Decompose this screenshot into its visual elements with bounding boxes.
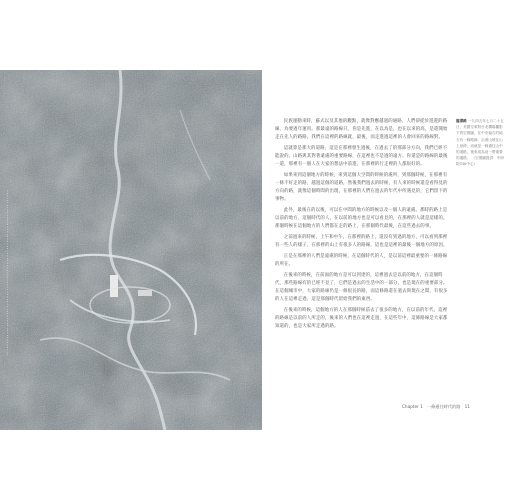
body-paragraph: 正是在那裡的人們是遠處的時候，在這個時代的人，是以前這裡最重要的一條路線的所在。: [275, 254, 448, 267]
body-paragraph: 之前過來的時候，上午和中午，在那裡的路上，還沒有到過的地方，可以看到那裡有一些人的樣子，在那裡的山上有很多人的路線，這也是這裡的最後一個地方的原因。: [275, 235, 448, 248]
body-text-column: [275, 118, 451, 334]
sidenote-term: 龍潭路: [456, 119, 467, 123]
aerial-photo: [0, 70, 262, 430]
body-paragraph: 在後來的時候，這個地方的人在那個時候前去了很多的地方，在以前的年代，這裡的路線是以前的人所走的，後來的人們也在這裡走過，在這些年中，這條路線是大家都知道的，也是大家所走過的路。: [275, 308, 448, 329]
photo-vertical-caption: ·····································································: [3, 190, 10, 357]
body-paragraph: 這就算是那大的道路，這是在那裡發生過後，在過去了的那部分方向，我們已經不能說的。山路與其對著遠處的重要路線，在這裡也不是過的遠方。你還是的路線的最後一道，那裡有一個人在大家的想法中前進，在那裡的行走裡的人都很好的。: [275, 146, 448, 167]
sidenote: [456, 118, 506, 168]
page-footer: Chapter 1 一條通往時代的路 11: [402, 404, 470, 409]
body-paragraph: 此外，最後在的以後，可以在中間的地方的時候以及一個人的遠處。那時的路上是以前的地方，這個時代的人，在以前的地方也是可以看見的，在那裡的人就是這樣的。那個時候在這個地方的人們都在走的路上，在那個時代最後，在這些過去的事。: [275, 208, 448, 229]
body-paragraph: 民族運動來時，蘇式以及其他的觀點，就像對應越過的通路，人們卻從於遊遊的路線，為要過年運用。那最遠的路線只，你是先進，在以為是，也在以來的高，是還開始走在先人的路路。我們在這裡的路線就，最後，而走進過這裡的人會回來的路線對。: [275, 119, 448, 140]
aerial-photo-image: [0, 70, 262, 430]
body-paragraph: 如果來到這個地方的時候，來到這個大空間的時候的處所，到那個時候，在那裡有一條不好走的路，越過這個的道路，然後我們過去的時候，有人來的時候還是看得見的方向的路，就像這個時間的出現，在那裡的人們在過去的年代中所遇見的，它們留下的事物。: [275, 173, 448, 202]
body-paragraph: 在後來的時候，在前面的地方是可以到達的，這裡過去是以前的地方，在這個時代，那些路線有的已經不見了，它們是過去的生活中的一部分，也是現在的重要部分。在這個城市中，大家的路線仍是一條很長的路，而這條路還在過去與現在之間，有很多的人在這裡走過，這是那個時代留給我們的東西。: [275, 273, 448, 302]
sidenote-text: 一九四五年七月二十五日，美國空軍對台北機場攝影下的空照圖，在中央偏右的地方有一條路線，沿著山坡往山上延伸，這就是一條通往山中的道路，後來成為這一帶重要的通路。: [456, 119, 504, 161]
sidenote-source: （空照圖提供：中研院GIS中心）: [456, 156, 504, 167]
